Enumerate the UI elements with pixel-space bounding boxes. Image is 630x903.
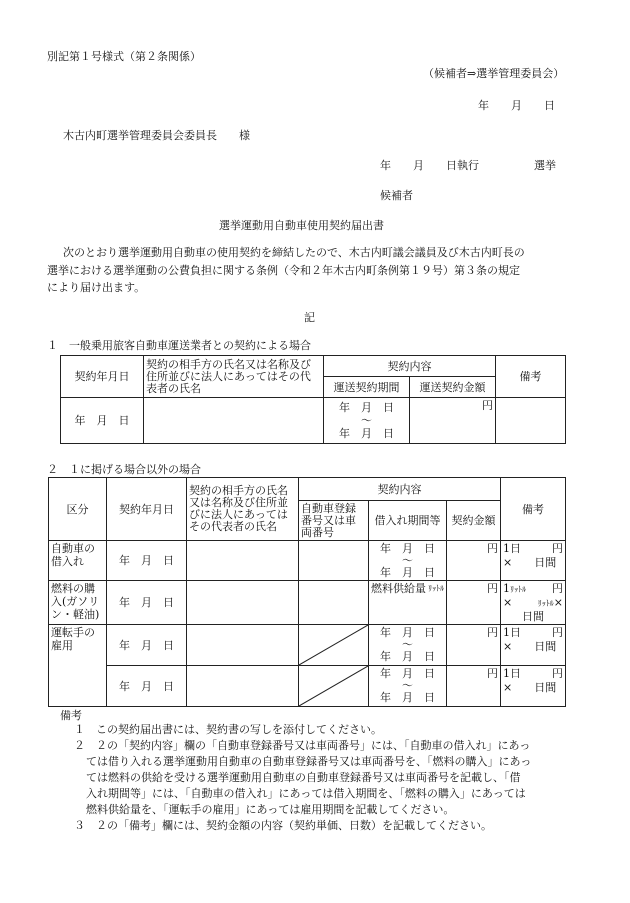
- s2-car-period-from: 年 月 日: [380, 541, 435, 555]
- note-2-line-4: 入れ期間等」には、「自動車の借入れ」にあっては借入期間を、「燃料の購入」にあっては: [86, 787, 526, 800]
- s2-row-car-label: 自動車の借入れ: [49, 541, 107, 581]
- s2-row-fuel-party[interactable]: [187, 581, 299, 625]
- s2-row-driver2-amount[interactable]: 円: [447, 666, 501, 707]
- s2-row-fuel-remarks[interactable]: [501, 581, 566, 625]
- s2-fuel-liter-unit: ﾘｯﾄﾙ: [510, 585, 527, 594]
- note-2-line-5: 燃料供給量を、「運転手の雇用」にあっては雇用期間を記載してください。: [86, 803, 455, 816]
- s2-row-driver1-remarks[interactable]: [501, 625, 566, 666]
- s2-header-regno: 自動車登録番号又は車両番号: [299, 501, 369, 541]
- s2-driver1-tilde: 〜: [402, 638, 413, 651]
- s2-driver2-days: × 日間: [503, 681, 557, 694]
- s2-row-driver2-remarks[interactable]: [501, 666, 566, 707]
- s2-fuel-liter-unit-2: ﾘｯﾄﾙ: [537, 599, 554, 608]
- s2-driver2-tilde: 〜: [402, 679, 413, 692]
- s1-header-remarks: 備考: [496, 356, 566, 398]
- s2-driver1-from: 年 月 日: [380, 626, 435, 639]
- election-date: 年 月 日執行 選挙: [380, 159, 556, 172]
- s1-period-from: 年 月 日: [339, 401, 394, 414]
- s2-row-car-date[interactable]: 年 月 日: [107, 541, 187, 581]
- s2-row-fuel-amount[interactable]: 円: [447, 581, 501, 625]
- s2-driver2-per-day: 1日: [503, 667, 522, 680]
- s1-row-date[interactable]: 年 月 日: [61, 398, 144, 444]
- s1-header-period: 運送契約期間: [324, 377, 410, 398]
- note-2-line-1: ２ ２の「契約内容」欄の「自動車登録番号又は車両番号」には、「自動車の借入れ」にあっ: [74, 739, 531, 752]
- s2-fuel-yen: 円: [552, 582, 564, 595]
- candidate-label: 候補者: [380, 189, 413, 202]
- s2-driver1-per-day: 1日: [503, 626, 522, 639]
- s2-row-driver1-regno-na: [299, 625, 369, 666]
- section1-table: [60, 355, 566, 444]
- intro-line-2: 選挙における選挙運動の公費負担に関する条例（令和２年木古内町条例第１９号）第３条の規定: [47, 264, 520, 277]
- s2-fuel-times-2: ×: [553, 596, 564, 609]
- submission-route: （候補者⇒選挙管理委員会）: [423, 67, 565, 80]
- document-title: 選挙運動用自動車使用契約届出書: [219, 219, 384, 232]
- s1-row-amount[interactable]: 円: [410, 398, 496, 444]
- s2-car-days: × 日間: [503, 556, 557, 569]
- section1-heading: １ 一般乗用旅客自動車運送業者との契約による場合: [47, 339, 311, 352]
- s2-driver2-to: 年 月 日: [380, 691, 435, 704]
- s2-fuel-days: 日間: [522, 610, 545, 623]
- note-2-line-2: ては借り入れる選挙運動用自動車の自動車登録番号又は車両番号を、「燃料の購入」にあっ: [86, 755, 532, 768]
- s2-header-party: 契約の相手方の氏名又は名称及び住所並びに法人にあってはその代表者の氏名: [187, 478, 299, 541]
- note-1: １ この契約届出書には、契約書の写しを添付してください。: [74, 723, 382, 736]
- s2-driver2-yen: 円: [552, 667, 564, 680]
- s1-header-date: 契約年月日: [61, 356, 144, 398]
- s1-period-tilde: 〜: [361, 414, 372, 427]
- s2-driver2-from: 年 月 日: [380, 667, 435, 680]
- s2-row-driver2-party[interactable]: [187, 666, 299, 707]
- notes-heading: 備考: [60, 709, 82, 722]
- s2-header-amount: 契約金額: [447, 501, 501, 541]
- section2-table: [48, 477, 566, 707]
- s2-header-contract: 契約内容: [299, 478, 501, 501]
- submission-date: 年 月 日: [478, 99, 555, 112]
- s1-row-remarks[interactable]: [496, 398, 566, 444]
- s2-row-fuel-date[interactable]: 年 月 日: [107, 581, 187, 625]
- s1-row-party[interactable]: [144, 398, 324, 444]
- s1-header-amount: 運送契約金額: [410, 377, 496, 398]
- s2-header-remarks: 備考: [501, 478, 566, 541]
- s2-row-car-amount[interactable]: 円: [447, 541, 501, 581]
- addressee: 木古内町選挙管理委員会委員長 様: [63, 129, 250, 142]
- s1-header-party: 契約の相手方の氏名又は名称及び住所並びに法人にあってはその代表者の氏名: [144, 356, 324, 398]
- intro-line-1: 次のとおり選挙運動用自動車の使用契約を締結したので、木古内町議会議員及び木古内町長の: [63, 246, 525, 259]
- s1-header-contract: 契約内容: [324, 356, 496, 377]
- s2-row-car-party[interactable]: [187, 541, 299, 581]
- s2-fuel-liter: ﾘｯﾄﾙ: [428, 584, 444, 593]
- s2-fuel-supply-label: 燃料供給量: [371, 582, 426, 595]
- form-number: 別記第１号様式（第２条関係）: [47, 50, 201, 63]
- s2-row-driver2-date[interactable]: 年 月 日: [107, 666, 187, 707]
- note-2-line-3: ては燃料の供給を受ける選挙運動用自動車の自動車登録番号又は車両番号を記載し、「借: [86, 771, 521, 784]
- s2-row-car-period[interactable]: [369, 541, 447, 581]
- section2-heading: ２ １に掲げる場合以外の場合: [47, 463, 201, 476]
- ki-label: 記: [304, 311, 315, 324]
- s2-fuel-per-liter: 1: [503, 582, 511, 595]
- s2-header-date: 契約年月日: [107, 478, 187, 541]
- s1-period-to: 年 月 日: [339, 427, 394, 440]
- s2-header-period: 借入れ期間等: [369, 501, 447, 541]
- s2-row-driver1-amount[interactable]: 円: [447, 625, 501, 666]
- s2-row-fuel-regno[interactable]: [299, 581, 369, 625]
- note-3: ３ ２の「備考」欄には、契約金額の内容（契約単価、日数）を記載してください。: [74, 819, 492, 832]
- s2-row-car-regno[interactable]: [299, 541, 369, 581]
- s2-row-driver1-period[interactable]: [369, 625, 447, 666]
- s2-fuel-times: ×: [503, 596, 513, 609]
- s2-row-driver2-period[interactable]: [369, 666, 447, 707]
- s2-row-driver1-date[interactable]: 年 月 日: [107, 625, 187, 666]
- s2-car-period-tilde: 〜: [402, 553, 413, 567]
- intro-line-3: により届け出ます。: [47, 281, 146, 294]
- s2-driver1-days: × 日間: [503, 640, 557, 653]
- s2-row-fuel-period[interactable]: [369, 581, 447, 625]
- s2-car-per-day: 1日: [503, 542, 522, 555]
- s2-row-fuel-label: 燃料の購入(ガソリン・軽油): [49, 581, 107, 625]
- s2-driver1-to: 年 月 日: [380, 650, 435, 663]
- s2-row-driver-label: 運転手の雇用: [49, 625, 107, 707]
- s2-header-kubun: 区分: [49, 478, 107, 541]
- s2-row-driver2-regno-na: [299, 666, 369, 707]
- s1-row-period[interactable]: [324, 398, 410, 444]
- s2-driver1-yen: 円: [552, 626, 564, 639]
- s2-row-driver1-party[interactable]: [187, 625, 299, 666]
- s2-car-period-to: 年 月 日: [380, 565, 435, 579]
- s2-car-yen: 円: [552, 542, 564, 555]
- s2-row-car-remarks[interactable]: [501, 541, 566, 581]
